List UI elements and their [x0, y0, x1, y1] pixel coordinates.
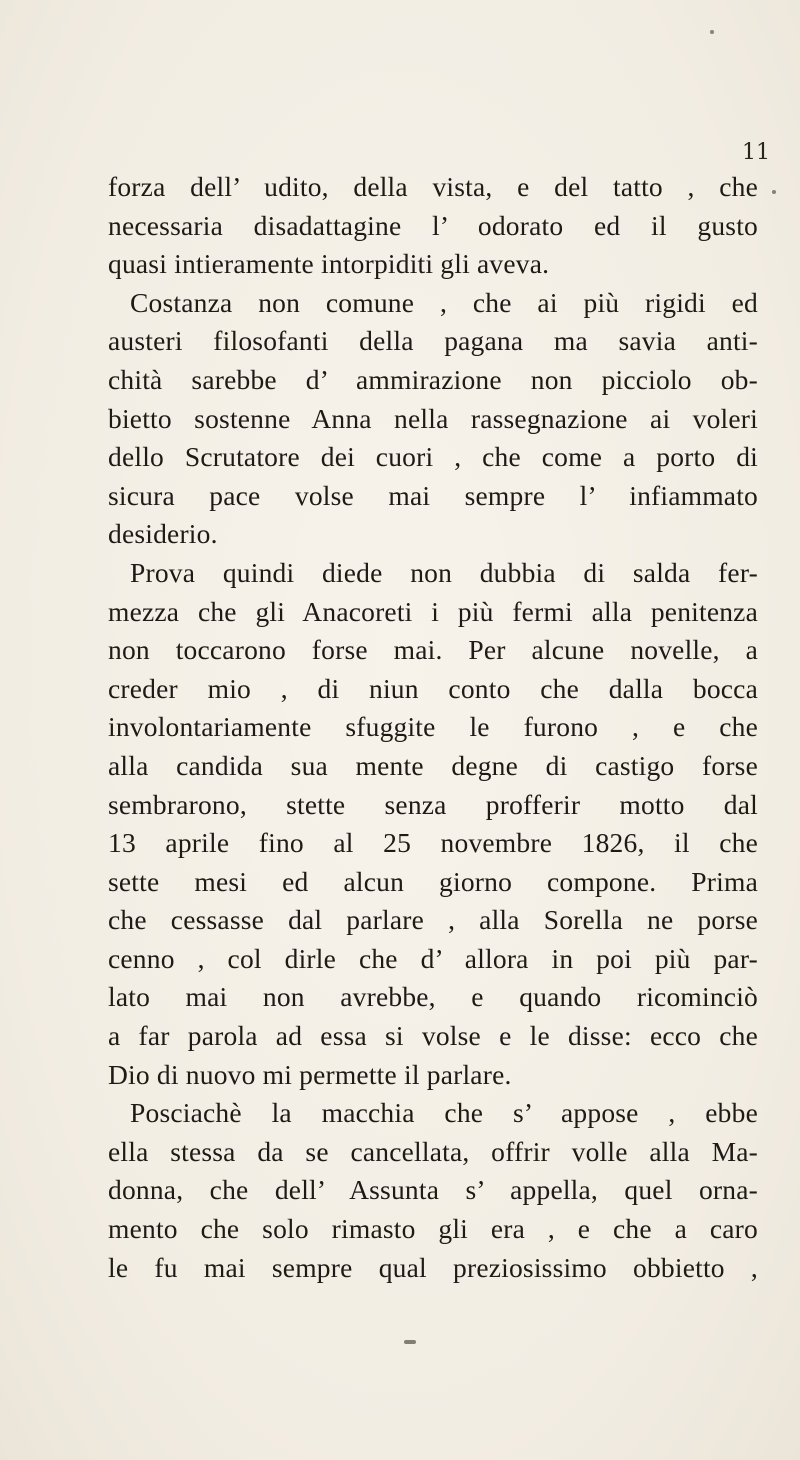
text-line: sicura pace volse mai sempre l’ infiammato: [108, 479, 758, 511]
text-line: involontariamente sfuggite le furono , e che: [108, 711, 758, 743]
text-line: quasi intieramente intorpiditi gli aveva.: [108, 248, 550, 280]
text-line: sembrarono, stette senza profferir motto dal: [108, 788, 758, 820]
text-line: mento che solo rimasto gli era , e che a caro: [108, 1213, 758, 1245]
text-line: sette mesi ed alcun giorno compone. Prima: [108, 865, 758, 897]
page-number: 11: [742, 140, 770, 165]
text-line: a far parola ad essa si volse e le disse: ecco che: [108, 1020, 758, 1052]
text-line: cenno , col dirle che d’ allora in poi più par-: [108, 942, 758, 974]
text-line: forza dell’ udito, della vista, e del tatto , che: [108, 171, 758, 202]
text-line: creder mio , di niun conto che dalla bocca: [108, 672, 758, 704]
text-line: donna, che dell’ Assunta s’ appella, quel orna-: [108, 1174, 758, 1206]
text-line: austeri filosofanti della pagana ma savia anti-: [108, 325, 758, 357]
text-line: Dio di nuovo mi permette il parlare.: [108, 1058, 512, 1090]
text-line: le fu mai sempre qual preziosissimo obbietto ,: [108, 1251, 758, 1283]
text-line: bietto sostenne Anna nella rassegnazione ai voleri: [108, 402, 758, 434]
text-line: ella stessa da se cancellata, offrir volle alla Ma-: [108, 1135, 758, 1167]
text-line: Prova quindi diede non dubbia di salda fer-: [130, 556, 758, 588]
paper-mark: [404, 1340, 416, 1344]
text-line: 13 aprile fino al 25 novembre 1826, il che: [108, 827, 758, 859]
text-line: Posciachè la macchia che s’ appose , ebbe: [130, 1097, 758, 1129]
text-line: necessaria disadattagine l’ odorato ed il gusto: [108, 209, 758, 241]
text-line: lato mai non avrebbe, e quando ricominciò: [108, 981, 758, 1013]
paper-speck: [772, 190, 776, 194]
text-line: alla candida sua mente degne di castigo forse: [108, 749, 758, 781]
paper-speck: [710, 30, 714, 34]
text-line: non toccarono forse mai. Per alcune novelle, a: [108, 634, 758, 666]
text-line: che cessasse dal parlare , alla Sorella ne porse: [108, 904, 758, 936]
body-text: [108, 168, 758, 1287]
text-line: Costanza non comune , che ai più rigidi ed: [130, 286, 758, 318]
text-line: chità sarebbe d’ ammirazione non picciolo ob-: [108, 363, 758, 395]
text-line: mezza che gli Anacoreti i più fermi alla penitenza: [108, 595, 758, 627]
text-line: dello Scrutatore dei cuori , che come a porto di: [108, 441, 758, 473]
text-line: desiderio.: [108, 518, 218, 550]
